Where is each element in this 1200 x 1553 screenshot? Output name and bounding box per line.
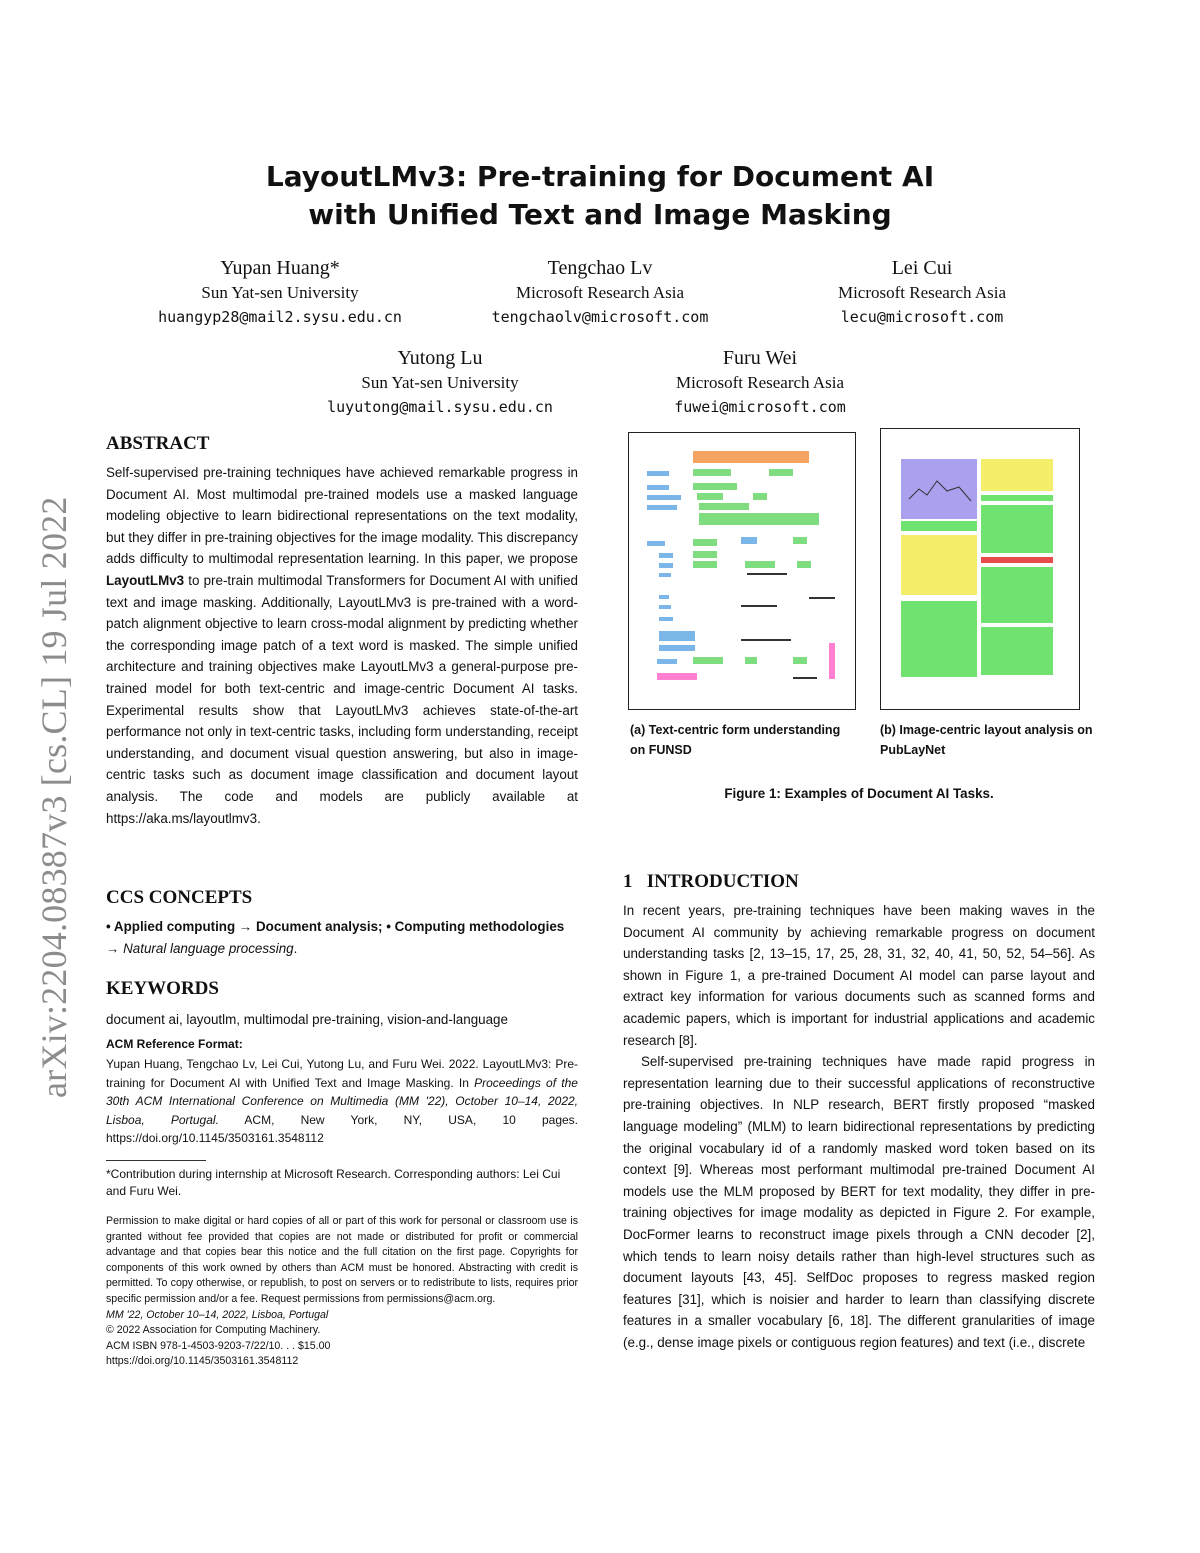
question-box: [659, 605, 671, 609]
question-box: [647, 505, 677, 510]
answer-box: [745, 561, 775, 568]
form-line: [741, 605, 777, 607]
footnote-rule: [106, 1160, 206, 1161]
answer-box: [793, 537, 807, 544]
question-box: [659, 573, 671, 577]
keywords-heading: KEYWORDS: [106, 978, 219, 999]
permission-text: Permission to make digital or hard copies of all or part of this work for personal or classroom use is granted without fee provided that copies are not made or distributed for profit or commercial advantage and that copies bear this notice and the full citation on the first page. Copyrights for components of this work owned by others than ACM must be honored. Abstracting with credit is permitted. To copy otherwise, or republish, to post on servers or to redistribute to lists, requires prior specific permission and/or a fee. Request permissions from permissions@acm.org.: [106, 1215, 578, 1305]
isbn-line: ACM ISBN 978-1-4503-9203-7/22/10. . . $15.00: [106, 1339, 331, 1352]
question-box: [647, 485, 669, 490]
question-box: [659, 595, 669, 599]
acm-reference-part: Yupan Huang, Tengchao Lv, Lei Cui, Yutong Lu, and Furu Wei. 2022. LayoutLMv3: Pre-training for Document AI with Unified Text and Image Masking. In: [106, 1057, 578, 1090]
acm-reference-text: [106, 1055, 578, 1148]
ccs-text-italic: Natural language processing: [123, 940, 294, 956]
acm-reference-heading: ACM Reference Format:: [106, 1037, 243, 1051]
figure-publaynet-image: [880, 428, 1080, 710]
form-line: [747, 573, 787, 575]
introduction-section: [623, 870, 1095, 1353]
answer-box: [693, 483, 737, 490]
text-region: [981, 505, 1053, 553]
conference-info: MM '22, October 10–14, 2022, Lisboa, Portugal: [106, 1308, 329, 1321]
author-name: Furu Wei: [722, 347, 798, 369]
answer-box: [699, 513, 819, 525]
table-region: [981, 459, 1053, 491]
abstract-section: [106, 432, 578, 829]
table-region: [901, 535, 977, 595]
author-affiliation: Microsoft Research Asia: [675, 373, 845, 392]
abstract-model-name: LayoutLMv3: [106, 572, 185, 588]
acm-reference-italic: Proceedings of the 30th ACM International Conference on Multimedia (MM '22), October 10–14, 2022, Lisboa, Portugal.: [106, 1075, 578, 1127]
title-region: [981, 557, 1053, 563]
author-affiliation: Sun Yat-sen University: [201, 283, 359, 302]
text-region: [981, 627, 1053, 675]
abstract-heading: ABSTRACT: [106, 433, 210, 454]
answer-box: [753, 493, 767, 500]
paper-title: [150, 158, 1050, 234]
question-box: [659, 645, 695, 651]
author-name: Lei Cui: [891, 257, 953, 279]
author-affiliation: Sun Yat-sen University: [361, 373, 519, 392]
question-box: [659, 553, 673, 558]
answer-box: [693, 469, 731, 476]
question-box: [647, 541, 665, 546]
author-email: huangyp28@mail2.sysu.edu.cn: [158, 308, 402, 326]
subfigure-a-caption: (a) Text-centric form understanding on FUNSD: [630, 723, 841, 757]
other-box: [657, 673, 697, 680]
funsd-form-illustration: [629, 433, 856, 710]
answer-box: [699, 503, 749, 510]
doi-line: https://doi.org/10.1145/3503161.3548112: [106, 1355, 299, 1368]
author-name: Yutong Lu: [397, 347, 483, 369]
intro-paragraph-1: In recent years, pre-training techniques have been making waves in the Document AI community by achieving remarkable progress on document understanding tasks [2, 13–15, 17, 25, 28, 31, 32, 40, 41, 50, 52, 54–56]. As shown in Figure 1, a pre-trained Document AI model can parse layout and extract key information for various documents such as scanned forms and academic papers, which is important for industrial applications and academic research [8].: [623, 903, 1095, 1048]
author-block: [280, 345, 600, 419]
ccs-heading: CCS CONCEPTS: [106, 887, 253, 908]
question-box: [741, 537, 757, 544]
question-box: [647, 495, 681, 500]
keywords-section: [106, 977, 578, 1031]
other-box: [829, 643, 835, 679]
keywords-text: document ai, layoutlm, multimodal pre-training, vision-and-language: [106, 1012, 508, 1027]
abstract-text-part: Self-supervised pre-training techniques have achieved remarkable progress in Document AI. Most multimodal pre-trained models use a masked language modeling objective to learn bidirectional representations on the text modality, but they differ in pre-training objectives for the image modality. This discrepancy adds difficulty to multimodal representation learning. In this paper, we propose: [106, 465, 578, 567]
form-line: [793, 677, 817, 679]
author-email: fuwei@microsoft.com: [674, 398, 846, 416]
title-line-1: LayoutLMv3: Pre-training for Document AI: [265, 160, 935, 193]
intro-paragraph-2: Self-supervised pre-training techniques have made rapid progress in representation learning due to their successful applications of reconstructive pre-training objectives. In NLP research, BERT firstly proposed “masked language modeling” (MLM) to learn bidirectional representations by predicting the original vocabulary id of a randomly masked word token based on its context [9]. Whereas most performant multimodal pre-trained Document AI models use the MLM proposed by BERT for text modality, they differ in pre-training objectives for image modality as depicted in Figure 2. For example, DocFormer learns to reconstruct image pixels through a CNN decoder [2], which tends to learn noisy details rather than high-level structures such as document layouts [43, 45]. SelfDoc proposes to regress masked region features [31], which is noisier and harder to learn than classifying discrete features in a smaller vocabulary [6, 18]. The different granularities of image (e.g., dense image pixels or contiguous region features) and text (i.e., discrete: [623, 1054, 1095, 1350]
author-block: [440, 255, 760, 329]
answer-box: [693, 657, 723, 664]
permission-block: [106, 1214, 578, 1370]
answer-box: [697, 493, 723, 500]
text-region: [901, 521, 977, 531]
question-box: [657, 659, 677, 664]
answer-box: [693, 551, 717, 558]
author-block: [600, 345, 920, 419]
author-affiliation: Microsoft Research Asia: [837, 283, 1007, 302]
acm-reference: [106, 1035, 578, 1148]
author-block: [762, 255, 1082, 329]
abstract-text: [106, 462, 578, 829]
answer-box: [693, 561, 717, 568]
acm-reference-part: ACM, New York, NY, USA, 10 pages. https://doi.org/10.1145/3503161.3548112: [106, 1112, 578, 1146]
publaynet-page-illustration: [881, 429, 1080, 710]
abstract-text-part: to pre-train multimodal Transformers for Document AI with unified text and image masking. Additionally, LayoutLMv3 is pre-trained with a word-patch alignment objective to learn cross-modal alignment by predicting whether the corresponding image patch of a text word is masked. The simple unified architecture and training objectives make LayoutLMv3 a general-purpose pre-trained model for both text-centric and image-centric Document AI tasks. Experimental results show that LayoutLMv3 achieves state-of-the-art performance not only in text-centric tasks, including form understanding, receipt understanding, and document visual question answering, but also in image-centric tasks such as document image classification and document layout analysis. The code and models are publicly available at https://aka.ms/layoutlmv3.: [106, 572, 578, 826]
section-title: INTRODUCTION: [646, 871, 799, 892]
text-region: [981, 495, 1053, 501]
introduction-heading: [623, 870, 1095, 894]
arxiv-identifier: arXiv:2204.08387v3 [cs.CL] 19 Jul 2022: [34, 496, 74, 1098]
author-email: tengchaolv@microsoft.com: [491, 308, 709, 326]
ccs-text: [106, 916, 578, 959]
figure-region: [901, 459, 977, 519]
section-number: 1: [623, 871, 633, 892]
footnote: *Contribution during internship at Microsoft Research. Corresponding authors: Lei Cui and Furu Wei.: [106, 1167, 561, 1198]
copyright-line: © 2022 Association for Computing Machinery.: [106, 1324, 321, 1337]
figure-funsd-image: [628, 432, 856, 710]
ccs-text-part: • Applied computing → Document analysis; • Computing methodologies →: [106, 919, 565, 956]
text-region: [901, 601, 977, 677]
answer-box: [793, 657, 807, 664]
question-box: [659, 617, 673, 621]
author-email: luyutong@mail.sysu.edu.cn: [327, 398, 553, 416]
answer-box: [693, 539, 717, 546]
title-line-2: with Unified Text and Image Masking: [308, 198, 892, 231]
author-email: lecu@microsoft.com: [840, 308, 1004, 326]
question-box: [659, 563, 673, 568]
subfigure-b-caption: (b) Image-centric layout analysis on PubLayNet: [880, 723, 1093, 757]
form-line: [809, 597, 835, 599]
text-region: [981, 567, 1053, 623]
answer-box: [769, 469, 793, 476]
answer-box: [797, 561, 811, 568]
author-name: Yupan Huang*: [220, 257, 340, 279]
header-box: [693, 451, 809, 463]
question-box: [647, 471, 669, 476]
ccs-section: [106, 886, 578, 959]
author-block: [120, 255, 440, 329]
author-name: Tengchao Lv: [547, 257, 653, 279]
ccs-text-part: .: [293, 940, 298, 956]
author-affiliation: Microsoft Research Asia: [515, 283, 685, 302]
form-line: [741, 639, 791, 641]
answer-box: [745, 657, 757, 664]
figure-caption: Figure 1: Examples of Document AI Tasks.: [724, 786, 994, 801]
question-box: [659, 631, 695, 641]
